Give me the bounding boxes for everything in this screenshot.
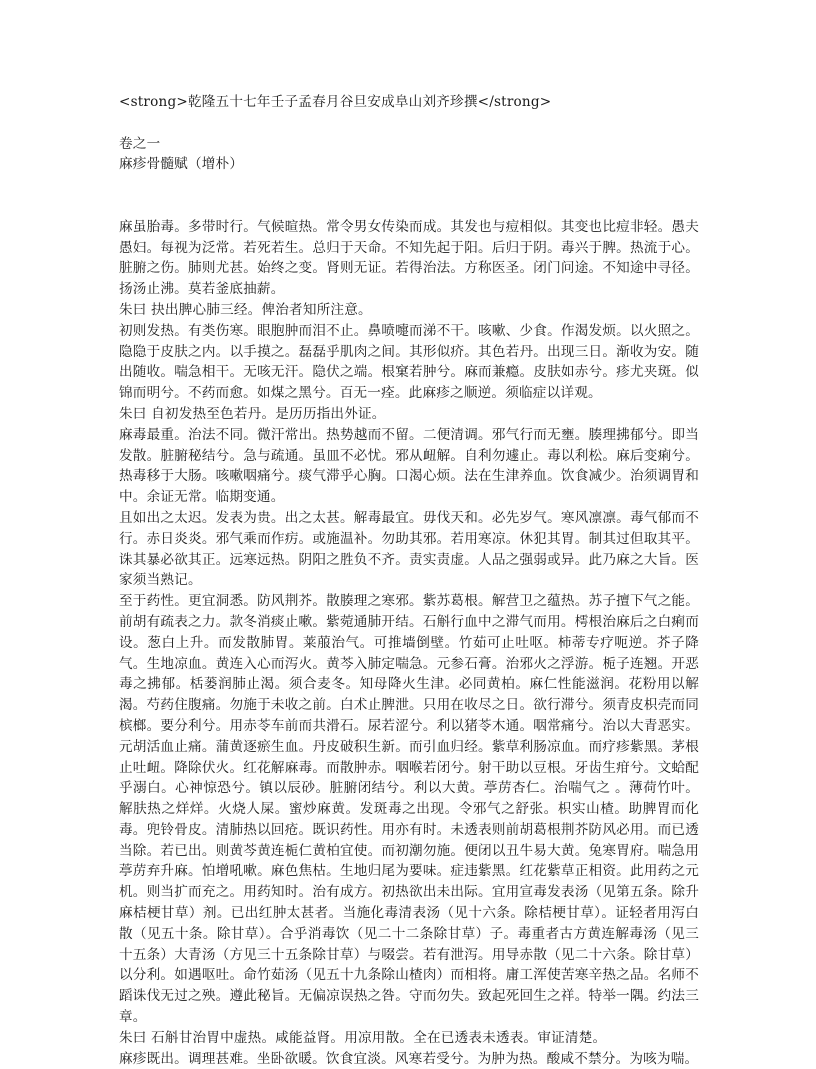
paragraph-timing: 且如出之太迟。发表为贵。出之太甚。解毒最宜。毋伐天和。必先岁气。寒风凛凛。毒气郁而不行。赤日炎炎。邪气乘而作疠。或施温补。勿助其邪。若用寒凉。休犯其胃。制其过但取其平。诛其暴必欲其正。远寒远热。阴阳之胜负不齐。责实责虚。人品之强弱或异。此乃麻之大旨。医家须当熟记。 (119, 509, 699, 589)
spacer (119, 175, 699, 217)
volume-label: 卷之一 (119, 135, 161, 152)
paragraph-materia-medica: 至于药性。更宜洞悉。防风荆芥。散腠理之寒邪。紫苏葛根。解营卫之蕴热。苏子擅下气之能。前胡有疏表之力。款冬消痰止嗽。紫菀通肺开结。石斛行血中之滞气而用。樗根治麻后之白痢而设。葱白上升。而发散肺胃。莱菔治气。可推墙倒壁。竹茹可止吐呕。柿蒂专疗呃逆。芥子降气。生地凉血。黄连入心而泻火。黄芩入肺定喘急。元参石膏。治邪火之浮游。栀子连翘。开恶毒之拂郁。栝蒌润肺止渴。须合麦冬。知母降火生津。必同黄柏。麻仁性能滋润。花粉用以解渴。芍药住腹痛。勿施于未收之前。白术止脾泄。只用在收尽之日。欲行滞兮。须青皮枳壳而同槟榔。要分利兮。用赤苓车前而共滑石。尿若涩兮。利以猪苓木通。咽常痛兮。治以大青恶实。元胡活血止痛。蒲黄逐瘀生血。丹皮破积生新。而引血归经。紫草利肠凉血。而疗疹紫黑。茅根止吐衄。降除伏火。红花解麻毒。而散肿赤。咽喉若闭兮。射干助以豆根。牙齿生疳兮。文蛤配乎溺白。心神惊恐兮。镇以辰砂。脏腑闭结兮。利以大黄。葶苈杏仁。治喘气之 。薄荷竹叶。解肤热之烊烊。火烧人屎。蜜炒麻黄。发斑毒之出现。令邪气之舒张。枳实山楂。助脾胃而化毒。兜铃骨皮。清肺热以回疮。既识药性。用亦有时。未透表则前胡葛根荆芥防风必用。而已透当除。若已出。则黄芩黄连栀仁黄柏宜使。而初潮勿施。便闭以丑牛易大黄。兔寒胃府。喘急用葶苈弃升麻。怕增吼嗽。麻色焦枯。生地归尾为要味。症违紫黑。红花紫草正相资。此用药之元机。则当扩而充之。用药知时。治有成方。初热欲出未出际。宜用宣毒发表汤（见第五条。除升麻桔梗甘草）剂。已出红肿太甚者。当施化毒清表汤（见十六条。除桔梗甘草）。证轻者用泻白散（见五十条。除甘草）。合乎消毒饮（见二十二条除甘草）子。毒重者古方黄连解毒汤（见三十五条）大青汤（方见三十五条除甘草）与啜尝。若有泄泻。用导赤散（见二十六条。除甘草）以分利。如遇呕吐。命竹茹汤（见五十九条除山楂肉）而相将。庸工浑使苦寒辛热之品。名师不蹈诛伐无过之殃。遵此秘旨。无偏凉误热之咎。守而勿失。致起死回生之祥。特举一隅。约法三章。 (119, 593, 699, 1026)
paragraph-treatment: 麻毒最重。治法不同。微汗常出。热势越而不留。二便清调。邪气行而无壅。腠理拂郁兮。即当发散。脏腑秘结兮。急与疏通。虽皿不必忧。邪从衄解。自利勿遽止。毒以利松。麻后变痢兮。热毒移于大肠。咳嗽咽痛兮。痰气滞乎心胸。口渴心烦。法在生津养血。饮食减少。治须调胃和中。余证无常。临期变通。 (119, 426, 699, 506)
spacer (119, 113, 699, 134)
commentary-3: 朱曰 石斛甘治胃中虚热。咸能益肾。用凉用散。全在已透表未透表。审证清楚。 (119, 1029, 607, 1046)
document-header: <strong>乾隆五十七年壬子孟春月谷旦安成阜山刘齐珍撰</strong> (119, 94, 552, 110)
paragraph-aftercare: 麻疹既出。调理甚难。坐卧欲暖。饮食宜淡。风寒若受兮。为肿为热。酸咸不禁分。为咳为喘。 (119, 1050, 699, 1067)
paragraph-symptoms: 初则发热。有类伤寒。眼胞肿而泪不止。鼻喷嚏而涕不干。咳嗽、少食。作渴发烦。以火照之。隐隐于皮肤之内。以手摸之。磊磊乎肌肉之间。其形似疥。其色若丹。出现三日。渐收为安。随出随收。喘急相干。无咳无汗。隐伏之端。根窠若肿兮。麻而兼瘾。皮肤如赤兮。疹尤夹斑。似锦而明兮。不药而愈。如煤之黑兮。百无一痊。此麻疹之顺逆。须临症以详观。 (119, 322, 699, 402)
commentary-1: 朱曰 抉出脾心肺三经。俾治者知所注意。 (119, 301, 372, 318)
commentary-2: 朱曰 自初发热至色若丹。是历历指出外证。 (119, 405, 386, 422)
document-page (119, 92, 699, 1069)
section-title: 麻疹骨髓赋（增朴） (119, 156, 244, 173)
paragraph-intro: 麻虽胎毒。多带时行。气候暄热。常令男女传染而成。其发也与痘相似。其变也比痘非轻。愚夫愚妇。每视为泛常。若死若生。总归于天命。不知先起于阳。后归于阴。毒兴于脾。热流于心。脏腑之伤。肺则尤甚。始终之变。肾则无证。若得治法。方称医圣。闭门问途。不知途中寻径。扬汤止沸。莫若釜底抽薪。 (119, 218, 699, 298)
